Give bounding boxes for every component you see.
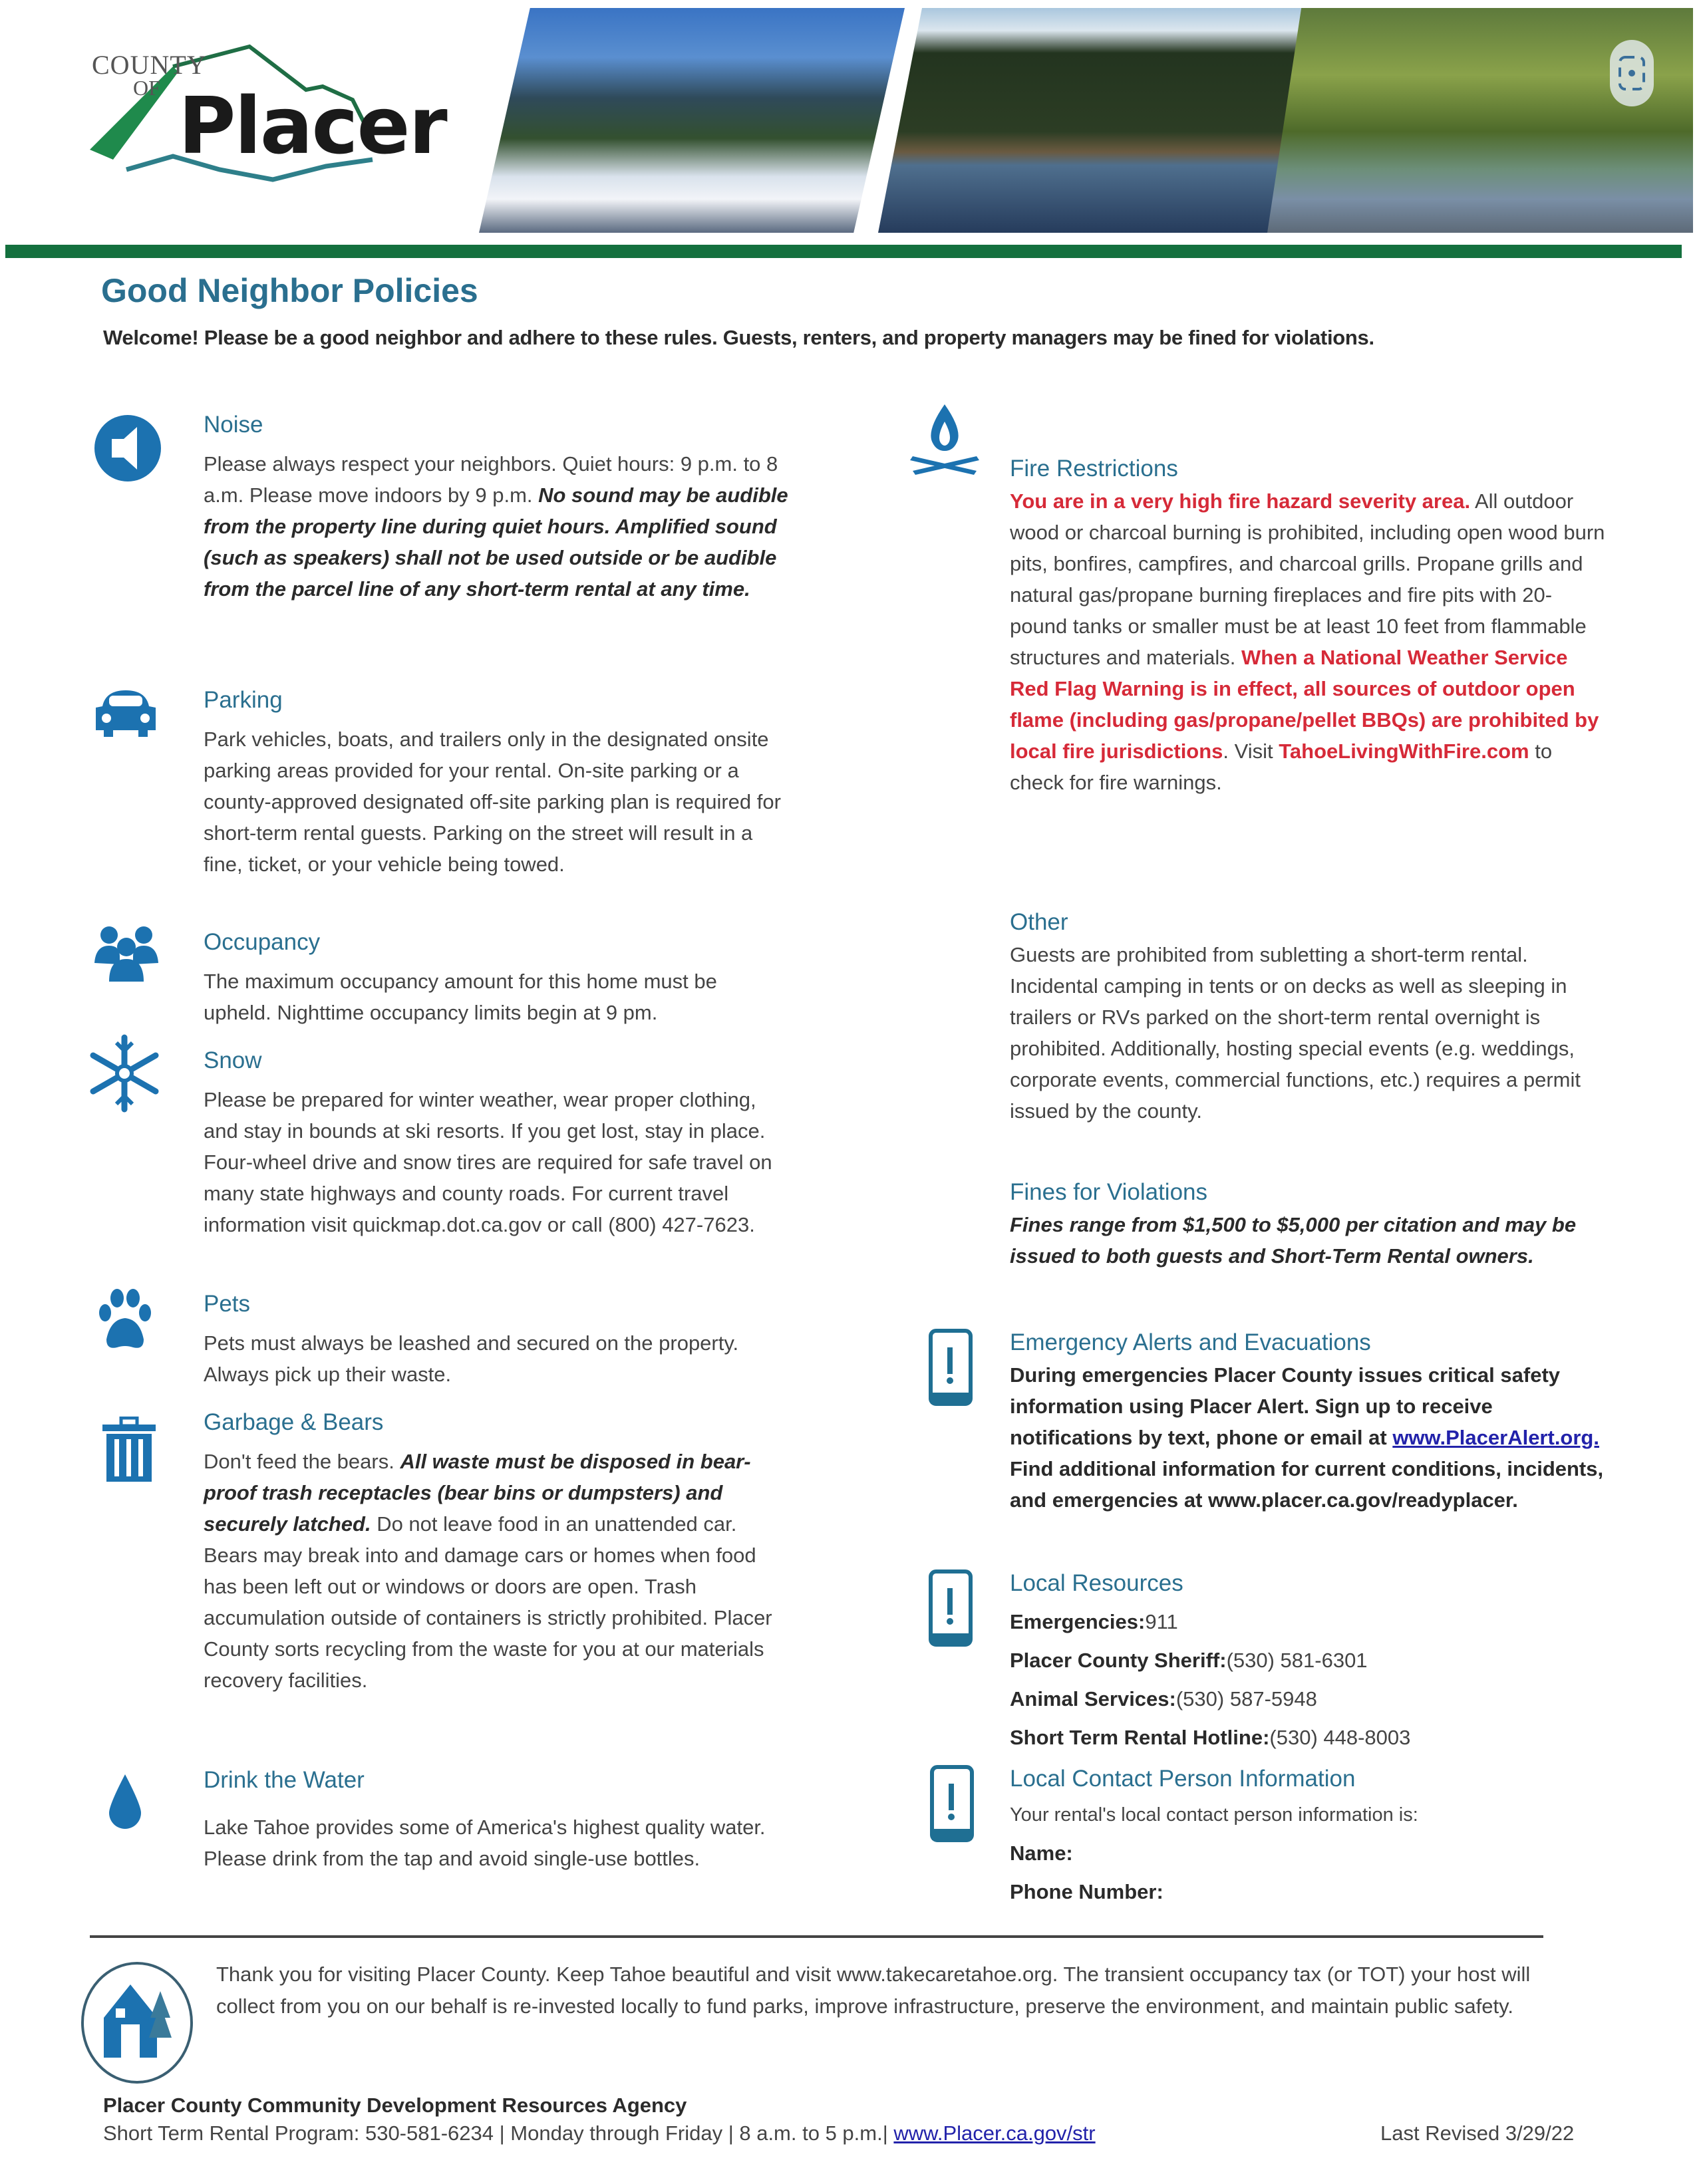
- contact-animal-services: Animal Services:(530) 587-5948: [1010, 1687, 1317, 1710]
- section-body: Don't feed the bears. All waste must be disposed in bear-proof trash receptacles (bear bins or dumpsters) and securely latched. Do not leave food in an unattended car. Bears may break into and damage cars or homes when food has been left out or windows or doors are open. Trash accumulation outside of containers is strictly prohibited. Placer County sorts recycling from the waste for you at our materials recovery facilities.: [204, 1450, 772, 1692]
- trash-can-icon: [101, 1417, 157, 1486]
- agency-name: Placer County Community Development Resources Agency: [103, 2094, 687, 2117]
- scan-lens-icon[interactable]: [1610, 40, 1654, 106]
- section-title: Emergency Alerts and Evacuations: [1010, 1329, 1371, 1355]
- placer-alert-link[interactable]: www.PlacerAlert.org.: [1392, 1426, 1599, 1449]
- footer-divider: [90, 1935, 1543, 1938]
- section-fines: [1010, 1178, 1609, 1272]
- section-water: [204, 1766, 789, 1874]
- section-garbage: [204, 1409, 789, 1696]
- section-body: Please be prepared for winter weather, wear proper clothing, and stay in bounds at ski resorts. If you get lost, stay in place. Four-wheel drive and snow tires are required for safe travel on many state highways and county roads. For current travel information visit quickmap.dot.ca.gov or call (800) 427-7623.: [204, 1088, 772, 1236]
- section-body: Fines range from $1,500 to $5,000 per citation and may be issued to both guests and Short-Term Rental owners.: [1010, 1213, 1577, 1268]
- section-snow: [204, 1047, 789, 1240]
- section-title: Garbage & Bears: [204, 1409, 384, 1435]
- snowy-mountain-village-photo: [479, 8, 905, 233]
- snowflake-icon: [88, 1033, 161, 1117]
- section-fire: [1010, 455, 1609, 798]
- section-body: The maximum occupancy amount for this home must be upheld. Nighttime occupancy limits begin at 9 pm.: [204, 970, 717, 1024]
- section-title: Pets: [204, 1291, 251, 1317]
- section-title: Drink the Water: [204, 1767, 365, 1793]
- section-occupancy: [204, 928, 789, 1028]
- people-group-icon: [89, 923, 164, 986]
- phone-alert-icon: [930, 1765, 974, 1845]
- paw-print-icon: [90, 1286, 157, 1356]
- contact-emergencies: Emergencies:911: [1010, 1610, 1178, 1633]
- page-title: Good Neighbor Policies: [101, 272, 478, 309]
- section-noise: [204, 411, 802, 605]
- section-title: Noise: [204, 412, 263, 438]
- contact-sheriff: Placer County Sheriff:(530) 581-6301: [1010, 1649, 1368, 1672]
- section-emergency-alerts: [1010, 1329, 1609, 1516]
- header-divider: [5, 245, 1682, 258]
- program-info: Short Term Rental Program: 530-581-6234 | Monday through Friday | 8 a.m. to 5 p.m.| www.Placer.ca.gov/str: [103, 2121, 1096, 2145]
- section-body: Lake Tahoe provides some of America's highest quality water. Please drink from the tap and avoid single-use bottles.: [204, 1816, 766, 1870]
- logo-placer-text: Placer: [178, 80, 446, 172]
- logo-of-text: OF: [133, 76, 160, 100]
- speaker-icon: [90, 411, 165, 489]
- placer-str-link[interactable]: www.Placer.ca.gov/str: [893, 2121, 1096, 2145]
- section-title: Fines for Violations: [1010, 1179, 1208, 1205]
- campfire-icon: [910, 402, 979, 478]
- contact-str-hotline: Short Term Rental Hotline:(530) 448-8003: [1010, 1726, 1411, 1749]
- section-body: Park vehicles, boats, and trailers only in the designated onsite parking areas provided for your rental. On-site parking or a county-approved designated off-site parking plan is required for short-term rental guests. Parking on the street will result in a fine, ticket, or your vehicle being towed.: [204, 728, 781, 876]
- footer-thanks-text: Thank you for visiting Placer County. Keep Tahoe beautiful and visit www.takecaretahoe.org. The transient occupancy tax (or TOT) your host will collect from you on our behalf is re-invested locally to fund parks, improve infrastructure, preserve the environment, and maintain public safety.: [216, 1963, 1531, 2018]
- lake-forest-cabin-photo: [878, 8, 1317, 233]
- car-icon: [89, 686, 162, 743]
- section-title: Snow: [204, 1047, 262, 1073]
- contact-intro: Your rental's local contact person information is:: [1010, 1804, 1418, 1826]
- logo-county-text: COUNTY: [92, 50, 207, 80]
- phone-alert-icon: [929, 1329, 973, 1409]
- section-body: Guests are prohibited from subletting a short-term rental. Incidental camping in tents or on decks as well as sleeping in trailers or RVs parked on the short-term rental overnight is prohibited. Additionally, hosting special events (e.g. weddings, corporate events, commercial functions, etc.) requires a permit issued by the county.: [1010, 943, 1581, 1123]
- section-body: Pets must always be leashed and secured on the property. Always pick up their waste.: [204, 1331, 739, 1386]
- contact-phone-field: Phone Number:: [1010, 1880, 1163, 1903]
- section-local-resources: [1010, 1570, 1609, 1757]
- tahoe-living-with-fire-link[interactable]: TahoeLivingWithFire.com: [1279, 740, 1529, 763]
- section-body: [1010, 1796, 1609, 1911]
- section-title: Local Resources: [1010, 1570, 1183, 1596]
- section-other: [1010, 908, 1609, 1127]
- section-body: You are in a very high fire hazard severity area. All outdoor wood or charcoal burning is prohibited, including open wood burn pits, bonfires, campfires, and charcoal grills. Propane grills and natural gas/propane burning fireplaces and fire pits with 20-pound tanks or smaller must be at least 10 feet from flammable structures and materials. When a National Weather Service Red Flag Warning is in effect, all sources of outdoor open flame (including gas/propane/pellet BBQs) are prohibited by local fire jurisdictions. Visit TahoeLivingWithFire.com to check for fire warnings.: [1010, 489, 1605, 794]
- section-title: Parking: [204, 687, 283, 713]
- section-local-contact: [1010, 1765, 1609, 1911]
- section-body: During emergencies Placer County issues critical safety information using Placer Alert. Sign up to receive notifications by text, phone or email at www.PlacerAlert.org. Find additional information for current conditions, incidents, and emergencies at www.placer.ca.gov/readyplacer.: [1010, 1363, 1604, 1512]
- section-pets: [204, 1290, 789, 1390]
- section-parking: [204, 686, 789, 880]
- take-care-tahoe-seal-icon: [81, 1962, 193, 2084]
- phone-alert-icon: [929, 1570, 973, 1650]
- contact-name-field: Name:: [1010, 1842, 1073, 1865]
- section-body: Please always respect your neighbors. Quiet hours: 9 p.m. to 8 a.m. Please move indoors by 9 p.m. No sound may be audible from the property line during quiet hours. Amplified sound (such as speakers) shall not be used outside or be audible from the parcel line of any short-term rental at any time.: [204, 452, 788, 601]
- welcome-text: Welcome! Please be a good neighbor and adhere to these rules. Guests, renters, and property managers may be fined for violations.: [103, 326, 1374, 349]
- water-drop-icon: [105, 1773, 145, 1832]
- section-title: Fire Restrictions: [1010, 456, 1178, 481]
- section-title: Local Contact Person Information: [1010, 1766, 1356, 1792]
- contact-list: [1010, 1603, 1609, 1757]
- last-revised-date: Last Revised 3/29/22: [1380, 2121, 1575, 2145]
- section-title: Other: [1010, 909, 1068, 935]
- section-title: Occupancy: [204, 929, 321, 955]
